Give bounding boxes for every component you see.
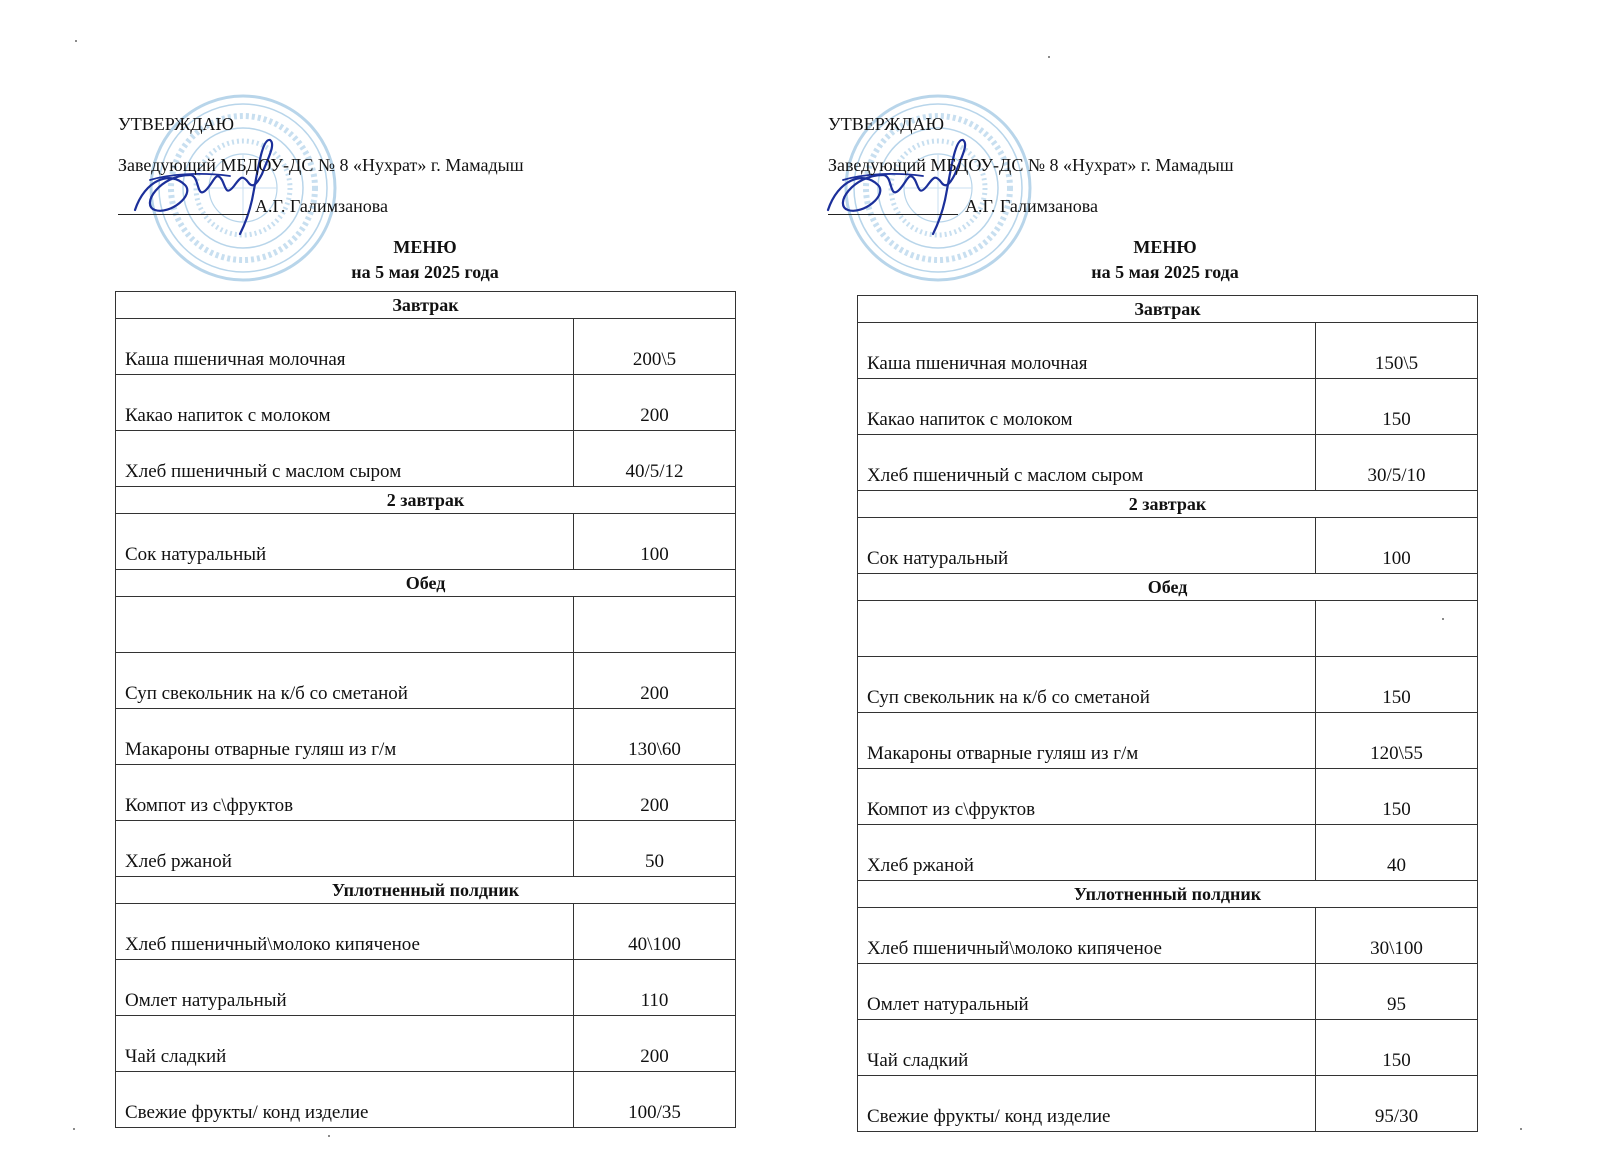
dish-quantity: 50 — [574, 821, 736, 877]
table-row — [116, 904, 736, 960]
approval-name: А.Г. Галимзанова — [255, 196, 388, 216]
scan-speck — [328, 1135, 330, 1137]
dish-name: Каша пшеничная молочная — [858, 323, 1316, 379]
dish-quantity: 200 — [574, 375, 736, 431]
menu-table — [115, 291, 736, 1128]
dish-name: Компот из с\фруктов — [116, 765, 574, 821]
table-row — [116, 709, 736, 765]
approval-position: Заведующий МБДОУ-ДС № 8 «Нухрат» г. Мамадыш — [828, 155, 1234, 175]
table-row — [116, 319, 736, 375]
dish-quantity: 40/5/12 — [574, 431, 736, 487]
scan-speck — [75, 40, 77, 42]
signature-line — [828, 214, 958, 215]
table-row — [858, 601, 1478, 657]
signature-icon — [130, 130, 280, 240]
approval-title: УТВЕРЖДАЮ — [828, 114, 945, 134]
dish-quantity: 150 — [1316, 769, 1478, 825]
dish-quantity: 150 — [1316, 657, 1478, 713]
table-row — [116, 960, 736, 1016]
signature-icon — [823, 130, 973, 240]
table-row — [858, 1076, 1478, 1132]
dish-quantity: 150 — [1316, 1020, 1478, 1076]
table-row — [858, 964, 1478, 1020]
menu-sheet-right — [735, 0, 1535, 1164]
table-row — [116, 1016, 736, 1072]
dish-quantity: 200 — [574, 653, 736, 709]
meal-title: Завтрак — [116, 292, 736, 319]
signature-line — [118, 214, 248, 215]
dish-name: Свежие фрукты/ конд изделие — [858, 1076, 1316, 1132]
dish-quantity: 95 — [1316, 964, 1478, 1020]
dish-quantity: 40\100 — [574, 904, 736, 960]
meal-title: Обед — [858, 574, 1478, 601]
dish-name: Чай сладкий — [116, 1016, 574, 1072]
scan-speck — [73, 1128, 75, 1130]
dish-quantity: 110 — [574, 960, 736, 1016]
table-row — [858, 518, 1478, 574]
dish-name — [858, 601, 1316, 657]
meal-title: Уплотненный полдник — [858, 881, 1478, 908]
table-row — [116, 597, 736, 653]
dish-name: Суп свекольник на к/б со сметаной — [858, 657, 1316, 713]
dish-quantity: 100 — [574, 514, 736, 570]
table-row — [116, 821, 736, 877]
table-row — [116, 514, 736, 570]
meal-title: 2 завтрак — [116, 487, 736, 514]
dish-name: Сок натуральный — [858, 518, 1316, 574]
meal-header — [116, 570, 736, 597]
menu-title: МЕНЮ — [393, 237, 457, 257]
approval-position: Заведующий МБДОУ-ДС № 8 «Нухрат» г. Мамадыш — [118, 155, 524, 175]
table-row — [858, 769, 1478, 825]
table-row — [116, 765, 736, 821]
dish-name: Омлет натуральный — [858, 964, 1316, 1020]
dish-name: Какао напиток с молоком — [116, 375, 574, 431]
dish-name: Хлеб пшеничный\молоко кипяченое — [858, 908, 1316, 964]
dish-quantity: 30/5/10 — [1316, 435, 1478, 491]
meal-header — [858, 574, 1478, 601]
meal-header — [858, 491, 1478, 518]
scan-speck — [1048, 56, 1050, 58]
table-row — [858, 323, 1478, 379]
dish-name: Макароны отварные гуляш из г/м — [116, 709, 574, 765]
dish-quantity: 100/35 — [574, 1072, 736, 1128]
dish-quantity: 100 — [1316, 518, 1478, 574]
table-row — [858, 908, 1478, 964]
approval-title: УТВЕРЖДАЮ — [118, 114, 235, 134]
dish-name: Хлеб ржаной — [858, 825, 1316, 881]
dish-name: Какао напиток с молоком — [858, 379, 1316, 435]
dish-name: Чай сладкий — [858, 1020, 1316, 1076]
dish-name: Хлеб ржаной — [116, 821, 574, 877]
dish-name: Омлет натуральный — [116, 960, 574, 1016]
dish-name: Свежие фрукты/ конд изделие — [116, 1072, 574, 1128]
approval-name: А.Г. Галимзанова — [965, 196, 1098, 216]
table-row — [858, 435, 1478, 491]
meal-title: 2 завтрак — [858, 491, 1478, 518]
dish-name: Суп свекольник на к/б со сметаной — [116, 653, 574, 709]
dish-name: Компот из с\фруктов — [858, 769, 1316, 825]
meal-header — [116, 292, 736, 319]
meal-header — [116, 877, 736, 904]
dish-name: Хлеб пшеничный с маслом сыром — [858, 435, 1316, 491]
dish-name: Хлеб пшеничный\молоко кипяченое — [116, 904, 574, 960]
table-row — [858, 657, 1478, 713]
meal-title: Обед — [116, 570, 736, 597]
table-row — [858, 713, 1478, 769]
dish-quantity: 200 — [574, 765, 736, 821]
meal-title: Уплотненный полдник — [116, 877, 736, 904]
dish-name: Макароны отварные гуляш из г/м — [858, 713, 1316, 769]
dish-quantity: 200 — [574, 1016, 736, 1072]
meal-title: Завтрак — [858, 296, 1478, 323]
table-row — [858, 379, 1478, 435]
dish-quantity: 150\5 — [1316, 323, 1478, 379]
meal-header — [858, 296, 1478, 323]
meal-header — [858, 881, 1478, 908]
dish-name: Хлеб пшеничный с маслом сыром — [116, 431, 574, 487]
dish-quantity: 120\55 — [1316, 713, 1478, 769]
menu-date: на 5 мая 2025 года — [351, 262, 499, 282]
meal-header — [116, 487, 736, 514]
dish-quantity: 95/30 — [1316, 1076, 1478, 1132]
dish-name: Сок натуральный — [116, 514, 574, 570]
table-row — [858, 825, 1478, 881]
table-row — [116, 653, 736, 709]
table-row — [116, 431, 736, 487]
dish-name: Каша пшеничная молочная — [116, 319, 574, 375]
dish-quantity — [574, 597, 736, 653]
dish-quantity: 40 — [1316, 825, 1478, 881]
dish-name — [116, 597, 574, 653]
dish-quantity — [1316, 601, 1478, 657]
menu-title: МЕНЮ — [1133, 237, 1197, 257]
table-row — [116, 375, 736, 431]
scan-speck — [1442, 618, 1444, 620]
table-row — [116, 1072, 736, 1128]
table-row — [858, 1020, 1478, 1076]
menu-table — [857, 295, 1478, 1132]
menu-date: на 5 мая 2025 года — [1091, 262, 1239, 282]
dish-quantity: 30\100 — [1316, 908, 1478, 964]
dish-quantity: 130\60 — [574, 709, 736, 765]
scan-speck — [1520, 1128, 1522, 1130]
dish-quantity: 150 — [1316, 379, 1478, 435]
dish-quantity: 200\5 — [574, 319, 736, 375]
